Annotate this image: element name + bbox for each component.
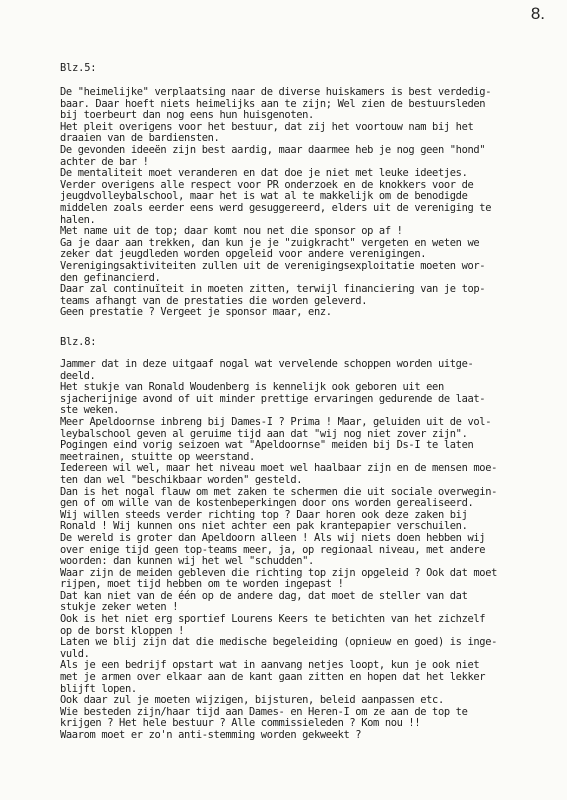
text-line: jeugdvolleybalschool, maar het is wat al te makkelijk om de benodigde [60, 190, 468, 203]
text-line: Iedereen wil wel, maar het niveau moet wel haalbaar zijn en de mensen moe- [60, 462, 498, 475]
text-line: Daar zal continuïteit in moeten zitten, terwijl financiering van je top- [60, 283, 486, 296]
text-line: draaien van de bardiensten. [60, 132, 220, 145]
text-line: stukje zeker weten ! [60, 601, 179, 614]
text-line: Verenigingsaktiviteiten zullen uit de verenigingsexploitatie moeten wor- [60, 259, 486, 272]
section-body-blz8 [60, 359, 497, 742]
text-line: Waarom moet er zo'n anti-stemming worden gekweekt ? [60, 729, 362, 741]
text-line: De "heimelijke" verplaatsing naar de diverse huiskamers is best verdedig- [60, 86, 492, 98]
text-line: Waar zijn de meiden gebleven die richting top zijn opgeleid ? Ook dat moet [60, 566, 498, 579]
text-line: De gevonden ideeën zijn best aardig, maar daarmee heb je nog geen "hond" [60, 143, 486, 156]
text-line: krijgen ? Het hele bestuur ? Alle commissieleden ? Kom nou !! [60, 717, 421, 730]
text-line: Wie besteden zijn/haar tijd aan Dames- en Heren-I om ze aan de top te [60, 705, 468, 718]
text-line: Pogingen eind vorig seizoen wat "Apeldoornse" meiden bij Ds-I te laten [60, 439, 474, 452]
text-line: ten dan wel "beschikbaar worden" gesteld. [60, 473, 303, 486]
section-heading-blz5: Blz.5: [60, 62, 97, 74]
text-line: teams afhangt van de prestaties die worden geleverd. [60, 294, 368, 307]
text-line: deeld. [60, 369, 96, 382]
text-line: Ook daar zul je moeten wijzigen, bijsturen, beleid aanpassen etc. [60, 694, 444, 707]
text-line: gen of om wille van de kostenbeperkingen door ons worden gerealiseerd. [60, 497, 474, 510]
text-line: halen. [60, 213, 96, 226]
text-line: Ook is het niet erg sportief Lourens Keers te betichten van het zichzelf [60, 613, 486, 626]
text-line: baar. Daar hoeft niets heimelijks aan te zijn; Wel zien de bestuursleden [60, 97, 486, 110]
text-line: met je armen over elkaar aan de kant gaan zitten en hopen dat het lekker [60, 671, 486, 684]
text-line: Met name uit de top; daar komt nou net die sponsor op af ! [60, 225, 403, 238]
text-line: leybalschool geven al geruime tijd aan dat "wij nog niet zover zijn". [60, 427, 468, 440]
text-line: Jammer dat in deze uitgaaf nogal wat vervelende schoppen worden uitge- [60, 358, 474, 370]
text-line: Als je een bedrijf opstart wat in aanvang netjes loopt, kun je ook niet [60, 659, 480, 672]
text-line: ste weken. [60, 404, 120, 417]
text-line: den gefinancierd. [60, 271, 161, 284]
text-line: Meer Apeldoornse inbreng bij Dames-I ? Prima ! Maar, geluiden uit de vol- [60, 415, 492, 428]
text-line: Ronald ! Wij kunnen ons niet achter een pak krantepapier verschuilen. [60, 520, 468, 533]
text-line: Verder overigens alle respect voor PR onderzoek en de knokkers voor de [60, 178, 474, 191]
text-line: bij toerbeurt dan nog eens hun huisgenoten. [60, 109, 314, 122]
text-line: De wereld is groter dan Apeldoorn alleen ! Als wij niets doen hebben wij [60, 531, 486, 544]
text-line: De mentaliteit moet veranderen en dat doe je niet met leuke ideetjes. [60, 167, 468, 180]
section-heading-blz8: Blz.8: [60, 336, 97, 348]
text-line: meetrainen, stuitte op weerstand. [60, 450, 255, 463]
page-number: 8. [530, 4, 545, 23]
text-line: middelen zoals eerder eens werd gesuggereerd, elders uit de vereniging te [60, 201, 492, 214]
text-line: sjacherijnige avond of uit minder prettige ervaringen gedurende de laat- [60, 392, 486, 405]
text-line: blijft lopen. [60, 682, 137, 695]
text-line: over enige tijd geen top-teams meer, ja, op regionaal niveau, met andere [60, 543, 486, 556]
text-line: Het stukje van Ronald Woudenberg is kennelijk ook geboren uit een [60, 381, 444, 394]
text-line: woorden: dan kunnen wij het wel "schudden". [60, 555, 314, 568]
section-body-blz5 [60, 87, 491, 319]
text-line: vuld. [60, 647, 90, 660]
text-line: zeker dat jeugdleden worden opgeleid voor andere verenigingen. [60, 248, 427, 261]
text-line: Wij willen steeds verder richting top ? Daar horen ook deze zaken bij [60, 508, 468, 521]
text-line: Ga je daar aan trekken, dan kun je je "zuigkracht" vergeten en weten we [60, 236, 480, 249]
text-line: Dat kan niet van de één op de andere dag, dat moet de steller van dat [60, 589, 468, 602]
text-line: achter de bar ! [60, 155, 149, 168]
text-line: rijpen, moet tijd hebben om te worden ingepast ! [60, 578, 344, 591]
text-line: Laten we blij zijn dat die medische begeleiding (opnieuw en goed) is inge- [60, 636, 498, 649]
text-line: op de borst kloppen ! [60, 624, 185, 637]
text-line: Geen prestatie ? Vergeet je sponsor maar, enz. [60, 306, 332, 319]
text-line: Het pleit overigens voor het bestuur, dat zij het voortouw nam bij het [60, 120, 474, 133]
text-line: Dan is het nogal flauw om met zaken te schermen die uit sociale overwegin- [60, 485, 498, 498]
